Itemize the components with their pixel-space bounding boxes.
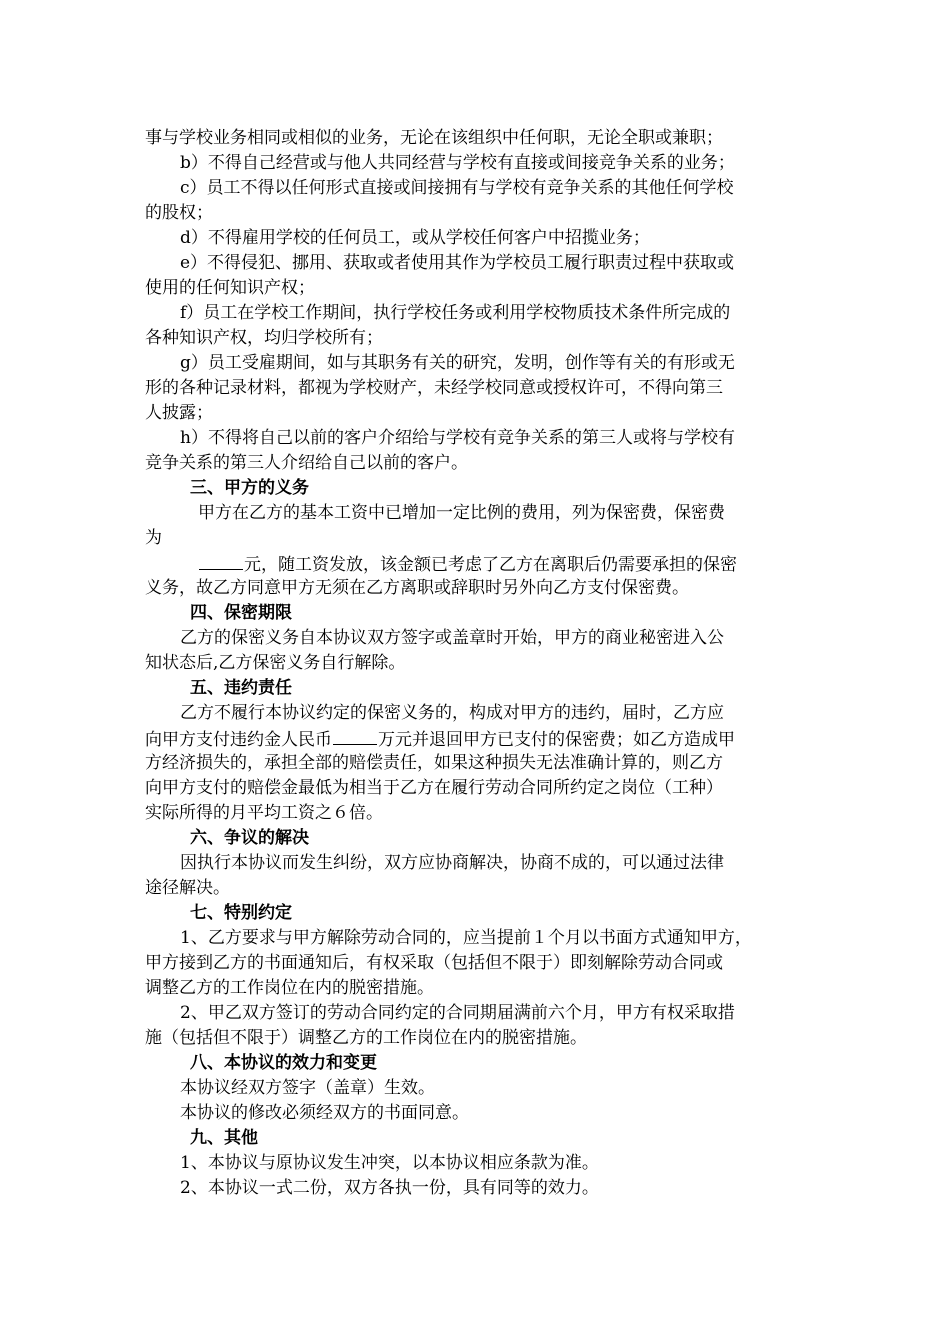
paragraph-line: 使用的任何知识产权；: [145, 278, 315, 298]
fee-text: 元，随工资发放，该金额已考虑了乙方在离职后仍需要承担的保密: [244, 555, 737, 575]
paragraph-line: 甲方在乙方的基本工资中已增加一定比例的费用，列为保密费，保密费: [198, 503, 725, 523]
paragraph-line: [198, 551, 737, 575]
paragraph-line: 因执行本协议而发生纠纷，双方应协商解决，协商不成的，可以通过法律: [180, 853, 724, 873]
paragraph-line: 义务，故乙方同意甲方无须在乙方离职或辞职时另外向乙方支付保密费。: [145, 578, 689, 598]
paragraph-line: 调整乙方的工作岗位在内的脱密措施。: [145, 978, 434, 998]
paragraph-line: 知状态后,乙方保密义务自行解除。: [145, 653, 406, 673]
paragraph-line: 途径解决。: [145, 878, 230, 898]
clause-f: f）员工在学校工作期间，执行学校任务或利用学校物质技术条件所完成的: [180, 303, 731, 323]
paragraph-line: 向甲方支付的赔偿金最低为相当于乙方在履行劳动合同所约定之岗位（工种）: [145, 778, 723, 798]
section-heading-7: 七、特别约定: [190, 903, 292, 923]
section-heading-5: 五、违约责任: [190, 678, 292, 698]
penalty-text-end: 万元并退回甲方已支付的保密费；如乙方造成甲: [378, 730, 735, 750]
paragraph-line: 本协议经双方签字（盖章）生效。: [180, 1078, 435, 1098]
paragraph-line: 方经济损失的，承担全部的赔偿责任，如果这种损失无法准确计算的，则乙方: [145, 753, 723, 773]
paragraph-line: 竞争关系的第三人介绍给自己以前的客户。: [145, 453, 468, 473]
paragraph-line: 2、甲乙双方签订的劳动合同约定的合同期届满前六个月，甲方有权采取措: [180, 1003, 735, 1023]
paragraph-line: 形的各种记录材料，都视为学校财产，未经学校同意或授权许可，不得向第三: [145, 378, 723, 398]
paragraph-line: 施（包括但不限于）调整乙方的工作岗位在内的脱密措施。: [145, 1028, 587, 1048]
paragraph-line: 1、本协议与原协议发生冲突，以本协议相应条款为准。: [180, 1153, 599, 1173]
paragraph-line: 1、乙方要求与甲方解除劳动合同的，应当提前１个月以书面方式通知甲方，: [180, 928, 752, 948]
paragraph-line: 甲方接到乙方的书面通知后，有权采取（包括但不限于）即刻解除劳动合同或: [145, 953, 723, 973]
section-heading-9: 九、其他: [190, 1128, 258, 1148]
blank-underline: [199, 551, 243, 570]
section-heading-3: 三、甲方的义务: [190, 478, 309, 498]
penalty-text-start: 向甲方支付违约金人民币: [145, 730, 332, 750]
section-heading-6: 六、争议的解决: [190, 828, 309, 848]
clause-h: h）不得将自己以前的客户介绍给与学校有竞争关系的第三人或将与学校有: [180, 428, 735, 448]
paragraph-line: 乙方不履行本协议约定的保密义务的，构成对甲方的违约，届时，乙方应: [180, 703, 724, 723]
paragraph-line: 各种知识产权，均归学校所有；: [145, 328, 383, 348]
paragraph-line: 乙方的保密义务自本协议双方签字或盖章时开始，甲方的商业秘密进入公: [180, 628, 724, 648]
paragraph-line: 人披露；: [145, 403, 213, 423]
section-heading-8: 八、本协议的效力和变更: [190, 1053, 377, 1073]
clause-g: g）员工受雇期间，如与其职务有关的研究，发明，创作等有关的有形或无: [180, 353, 735, 373]
blank-underline: [333, 726, 377, 745]
section-heading-4: 四、保密期限: [190, 603, 292, 623]
paragraph-line: 本协议的修改必须经双方的书面同意。: [180, 1103, 469, 1123]
paragraph-line: [145, 726, 735, 750]
paragraph-line: 2、本协议一式二份，双方各执一份，具有同等的效力。: [180, 1178, 599, 1198]
clause-e: e）不得侵犯、挪用、获取或者使用其作为学校员工履行职责过程中获取或: [180, 253, 735, 273]
clause-d: d）不得雇用学校的任何员工，或从学校任何客户中招揽业务；: [180, 228, 650, 248]
paragraph-line: 的股权；: [145, 203, 213, 223]
paragraph-line: 事与学校业务相同或相似的业务，无论在该组织中任何职，无论全职或兼职；: [145, 128, 723, 148]
paragraph-line: 实际所得的月平均工资之６倍。: [145, 803, 383, 823]
clause-c: c）员工不得以任何形式直接或间接拥有与学校有竞争关系的其他任何学校: [180, 178, 734, 198]
paragraph-line: 为: [145, 528, 162, 548]
clause-b: b）不得自己经营或与他人共同经营与学校有直接或间接竞争关系的业务；: [180, 153, 735, 173]
